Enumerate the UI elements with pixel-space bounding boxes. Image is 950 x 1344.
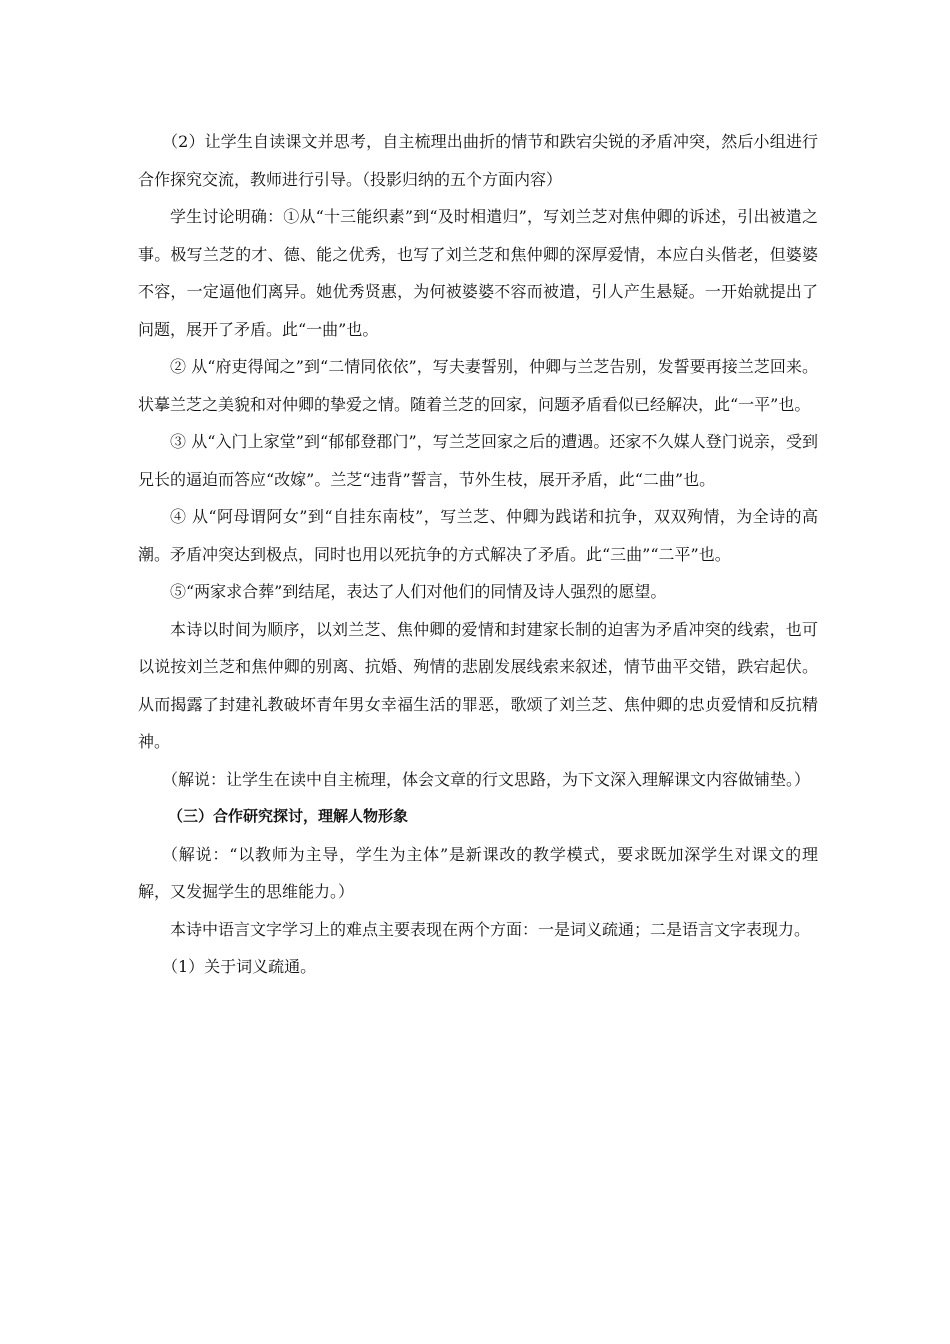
paragraph-vocabulary: （1）关于词义疏通。 bbox=[162, 957, 317, 976]
paragraph-commentary-1: （解说：让学生在读中自主梳理，体会文章的行文思路，为下文深入理解课文内容做铺垫。） bbox=[162, 769, 811, 789]
paragraph-commentary-2: （解说：“以教师为主导，学生为主体”是新课改的教学模式，要求既加深学生对课文的理解，又发掘学生的思维能力。） bbox=[138, 844, 818, 901]
document-body bbox=[138, 123, 818, 986]
paragraph-summary: 本诗以时间为顺序，以刘兰芝、焦仲卿的爱情和封建家长制的迫害为矛盾冲突的线索，也可以说按刘兰芝和焦仲卿的别离、抗婚、殉情的悲剧发展线索来叙述，情节曲平交错，跌宕起伏。从而揭露了封建礼教破坏青年男女幸福生活的罪恶，歌颂了刘兰芝、焦仲卿的忠贞爱情和反抗精神。 bbox=[138, 619, 818, 751]
paragraph-discussion-3: ③ 从“入门上家堂”到“郁郁登郡门”，写兰芝回家之后的遭遇。还家不久媒人登门说亲，受到兄长的逼迫而答应“改嫁”。兰芝“违背”誓言，节外生枝，展开矛盾，此“二曲”也。 bbox=[138, 432, 818, 489]
paragraph-discussion-5: ⑤“两家求合葬”到结尾，表达了人们对他们的同情及诗人强烈的愿望。 bbox=[170, 582, 667, 601]
section-heading: （三）合作研究探讨，理解人物形象 bbox=[168, 807, 409, 825]
paragraph-discussion-1: 学生讨论明确：①从“十三能织素”到“及时相遣归”，写刘兰芝对焦仲卿的诉述，引出被遣之事。极写兰芝的才、德、能之优秀，也写了刘兰芝和焦仲卿的深厚爱情，本应白头偕老，但婆婆不容，一定逼他们离异。她优秀贤惠，为何被婆婆不容而被遣，引人产生悬疑。一开始就提出了问题，展开了矛盾。此“一曲”也。 bbox=[138, 207, 818, 339]
paragraph-discussion-2: ② 从“府吏得闻之”到“二情同依依”，写夫妻誓别，仲卿与兰芝告别，发誓要再接兰芝回来。状摹兰芝之美貌和对仲卿的挚爱之情。随着兰芝的回家，问题矛盾看似已经解决，此“一平”也。 bbox=[138, 357, 818, 414]
paragraph-discussion-4: ④ 从“阿母谓阿女”到“自挂东南枝”，写兰芝、仲卿为践诺和抗争，双双殉情，为全诗的高潮。矛盾冲突达到极点，同时也用以死抗争的方式解决了矛盾。此“三曲”“二平”也。 bbox=[138, 507, 818, 564]
paragraph-self-reading: （2）让学生自读课文并思考，自主梳理出曲折的情节和跌宕尖锐的矛盾冲突，然后小组进行合作探究交流，教师进行引导。（投影归纳的五个方面内容） bbox=[138, 132, 818, 189]
paragraph-difficulties: 本诗中语言文字学习上的难点主要表现在两个方面：一是词义疏通；二是语言文字表现力。 bbox=[170, 919, 811, 939]
